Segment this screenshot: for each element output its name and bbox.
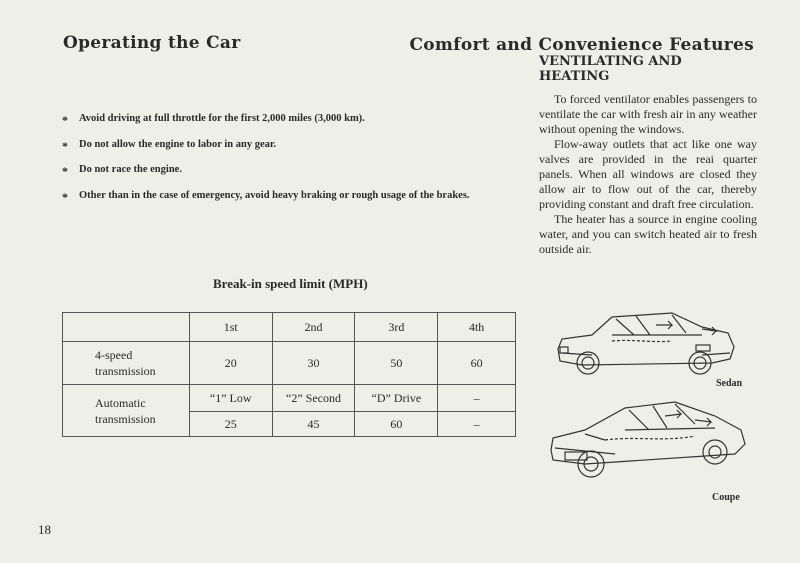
coupe-illustration — [545, 390, 755, 485]
speed-cell: – — [438, 412, 516, 437]
gear-header-3rd: 3rd — [355, 313, 438, 342]
row-label-line: 4-speed — [95, 348, 133, 362]
speed-cell: 60 — [438, 342, 516, 385]
bullet-marker: * — [62, 189, 68, 204]
speed-cell: 50 — [355, 342, 438, 385]
speed-cell: 20 — [189, 342, 272, 385]
paragraph: To forced ventilator enables passengers to ventilate the car with fresh air in any weather without opening the windows. — [539, 92, 757, 136]
list-item — [62, 139, 512, 165]
sedan-illustration — [552, 305, 742, 385]
header-operating-the-car: Operating the Car — [63, 33, 241, 53]
shift-position-cell: “2” Second — [272, 385, 355, 412]
row-label-line: Automatic — [95, 395, 146, 410]
table-row — [63, 313, 516, 342]
shift-position-cell: “1” Low — [189, 385, 272, 412]
speed-cell: 25 — [189, 412, 272, 437]
bullet-marker: * — [62, 113, 68, 127]
precaution-text: Do not race the engine. — [79, 164, 182, 175]
table-row — [63, 385, 516, 412]
coupe-label: Coupe — [712, 492, 740, 503]
heading-line: VENTILATING AND — [539, 54, 682, 69]
section-heading-ventilating — [539, 54, 682, 84]
page-number: 18 — [38, 522, 51, 537]
gear-header-2nd: 2nd — [272, 313, 355, 342]
header-comfort-features: Comfort and Convenience Features — [409, 35, 754, 55]
gear-header-4th: 4th — [438, 313, 516, 342]
breakin-speed-table — [62, 312, 516, 437]
list-item — [62, 190, 512, 216]
shift-position-cell: – — [438, 385, 516, 412]
precaution-text: Do not allow the engine to labor in any gear. — [79, 138, 277, 150]
row-label-automatic — [63, 385, 190, 437]
precaution-text: Other than in the case of emergency, avoid heavy braking or rough usage of the brakes. — [79, 189, 470, 201]
list-item — [62, 164, 512, 190]
breakin-table-title: Break-in speed limit (MPH) — [213, 276, 368, 291]
bullet-marker: * — [62, 164, 68, 178]
shift-position-cell: “D” Drive — [355, 385, 438, 412]
list-item — [62, 113, 512, 139]
table-corner-cell — [63, 313, 190, 342]
row-label-4-speed — [63, 342, 190, 385]
row-label-line: transmission — [95, 411, 156, 426]
paragraph: The heater has a source in engine cooling water, and you can switch heated air to fresh outside air. — [539, 212, 757, 256]
precaution-list — [62, 113, 512, 215]
sedan-label: Sedan — [716, 378, 743, 389]
bullet-marker: * — [62, 138, 68, 153]
ventilating-body — [539, 92, 757, 257]
precaution-text: Avoid driving at full throttle for the first 2,000 miles (3,000 km). — [79, 113, 365, 124]
speed-cell: 60 — [355, 412, 438, 437]
speed-cell: 45 — [272, 412, 355, 437]
heading-line: HEATING — [539, 69, 610, 84]
speed-cell: 30 — [272, 342, 355, 385]
paragraph: Flow-away outlets that act like one way valves are provided in the reai quarter panels. When all windows are closed they allow air to flow out of the car, thereby providing constant and draft free circulation. — [539, 137, 757, 211]
table-row — [63, 342, 516, 385]
row-label-line: transmission — [95, 364, 156, 378]
gear-header-1st: 1st — [189, 313, 272, 342]
